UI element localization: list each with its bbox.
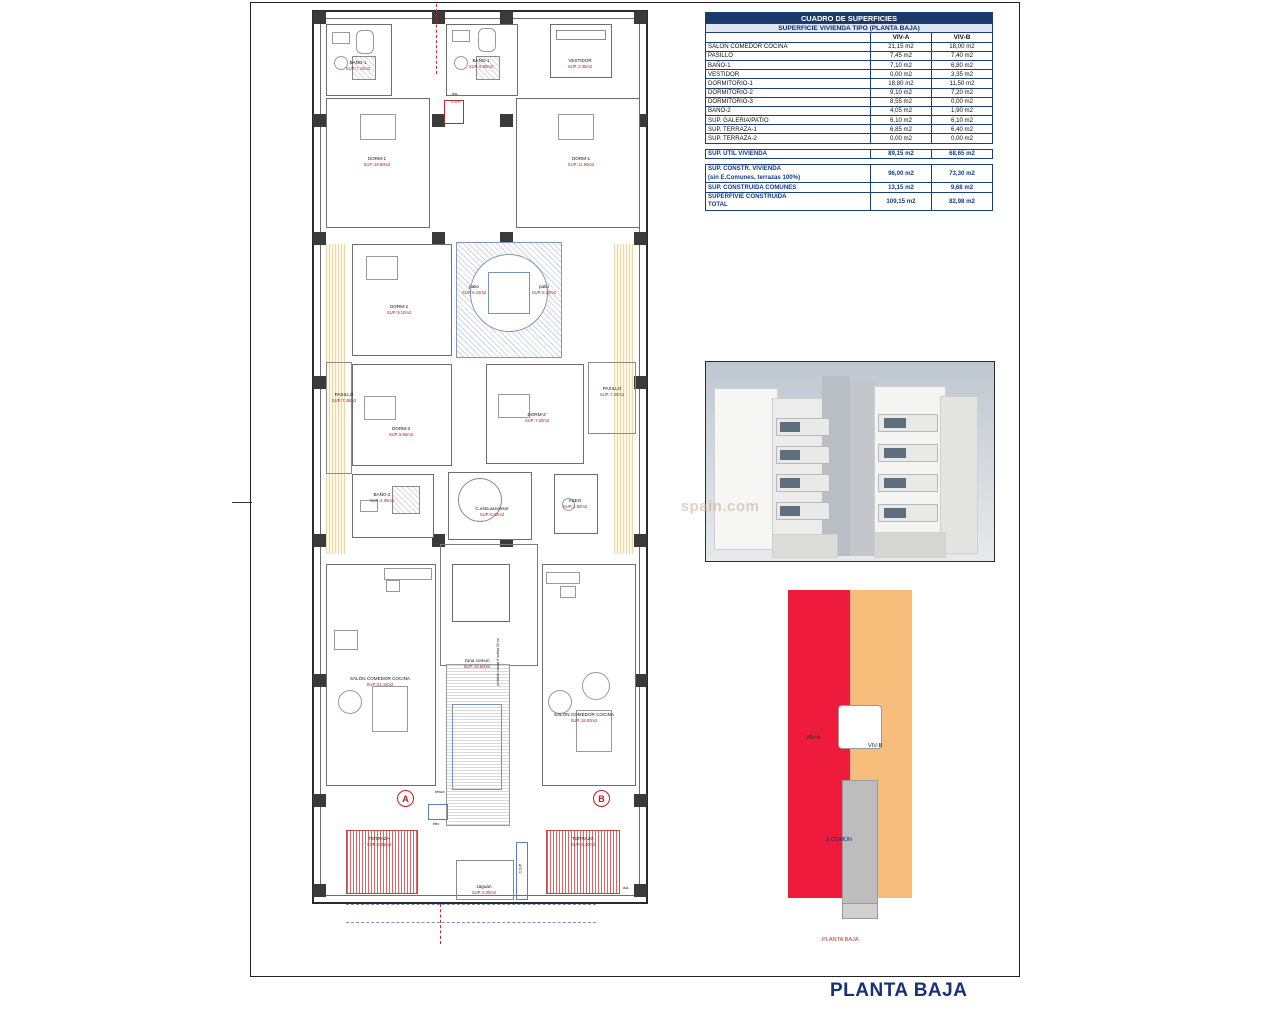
wall-exterior-right — [646, 10, 648, 904]
exterior-axis — [440, 904, 441, 944]
room-pasillo-b — [588, 362, 636, 434]
table-title: CUADRO DE SUPERFICIES — [706, 13, 993, 24]
cell-name: SUP. GALERIA/PATIO — [706, 116, 871, 125]
label-terraza-b: TERRAZA SUP.:6.40m2 — [570, 836, 596, 847]
render-window — [884, 508, 906, 518]
cell-a: 6,85 m2 — [871, 125, 932, 134]
column — [500, 114, 513, 127]
sheet-left-tick — [232, 502, 252, 503]
column — [313, 376, 326, 389]
column — [634, 11, 647, 24]
cell-b: 82,98 m2 — [932, 192, 993, 211]
label-duct-bottom: duc. — [622, 886, 630, 890]
label-dorm-2-prime: DORM-2' SUP.:7.20m2 — [524, 412, 550, 423]
table-row — [706, 97, 993, 106]
fixture-sink — [452, 30, 470, 42]
cell-a: 8,55 m2 — [871, 97, 932, 106]
label-s-cont: s.cont. — [450, 100, 462, 104]
wall-exterior-left — [312, 10, 314, 904]
cell-name: SUP. UTIL VIVIENDA — [706, 149, 871, 158]
column — [313, 11, 326, 24]
kitchen-counter-b — [546, 572, 580, 584]
render-ground-floor — [772, 534, 838, 558]
label-dorm-1-b: DORM-1 SUP.:11.50m2 — [567, 156, 595, 167]
render-window — [884, 418, 906, 428]
render-building-side — [940, 396, 978, 554]
column — [313, 884, 326, 897]
sheet-footer-title: PLANTA BAJA — [830, 980, 968, 1001]
surfaces-table — [705, 12, 993, 211]
kitchen-counter-a — [384, 568, 432, 580]
cell-b: 11,50 m2 — [932, 79, 993, 88]
furniture-round-table-a — [338, 690, 362, 714]
cell-a: 6,10 m2 — [871, 116, 932, 125]
table-row — [706, 106, 993, 115]
label-salon-a: SALÓN COMEDOR COCINA SUP.:21.15m2 — [350, 676, 410, 687]
table-row — [706, 88, 993, 97]
render-neighbour — [850, 380, 876, 556]
unit-marker-a: A — [397, 790, 414, 807]
table-row-total — [706, 149, 993, 158]
col-head-blank — [706, 33, 871, 42]
furniture-dining-b — [582, 672, 610, 700]
cell-name: PASILLO — [706, 51, 871, 60]
label-telsco: telsco — [435, 790, 445, 794]
render-building-mass — [714, 388, 778, 550]
cell-a: 4,05 m2 — [871, 106, 932, 115]
exterior-line-2 — [346, 922, 596, 923]
furniture-bed — [366, 256, 398, 280]
label-bano-1-b: BAÑO-1 SUP.:6.80m2 — [468, 58, 494, 69]
axis-top — [436, 4, 437, 74]
table-subtitle: SUPERFICIE VIVIENDA TIPO (PLANTA BAJA) — [706, 24, 993, 33]
fixture-bathtub — [478, 28, 496, 52]
column — [432, 11, 445, 24]
table-row — [706, 70, 993, 79]
key-plan-unit-b-top — [868, 590, 912, 622]
label-zona-comun: zona comun SUP.:15.60m2 — [463, 658, 491, 669]
furniture-bed — [360, 114, 396, 140]
stair-flight — [452, 704, 502, 790]
cell-name-line2: (sin E.Comunes, terrazas 100%) — [708, 173, 801, 181]
label-duct-top: duc. — [451, 92, 459, 96]
table-row — [706, 51, 993, 60]
cell-b: 6,80 m2 — [932, 60, 993, 69]
column — [500, 11, 513, 24]
key-plan — [786, 585, 918, 943]
cell-b: 0,00 m2 — [932, 134, 993, 143]
wall-inner-left — [320, 18, 321, 896]
table-header-row — [706, 33, 993, 42]
render-building-facade — [874, 386, 946, 554]
render-window — [884, 478, 906, 488]
render-left — [706, 362, 850, 561]
render-window — [780, 478, 800, 488]
column — [313, 794, 326, 807]
key-plan-label-comun: Z.COMÚN — [826, 837, 853, 843]
cell-a: 7,10 m2 — [871, 60, 932, 69]
cell-a: 89,15 m2 — [871, 149, 932, 158]
surfaces-table-totals — [705, 164, 993, 211]
fixture-bathtub — [356, 30, 374, 54]
cell-name: SUP. CONSTRUIDA COMUNES — [706, 183, 871, 192]
cell-a: 109,15 m2 — [871, 192, 932, 211]
cell-a: 0,00 m2 — [871, 134, 932, 143]
kitchen-hob-b — [560, 586, 576, 598]
label-escalera-ascensor: C.esta.ascensor SUP.:6.00m2 — [475, 506, 509, 517]
unit-marker-b: B — [593, 790, 610, 807]
label-patio-a: patio SUP.:6.10m2 — [461, 284, 487, 295]
elevator-shaft — [452, 564, 510, 622]
table-row — [706, 125, 993, 134]
cell-name: BAÑO-1 — [706, 60, 871, 69]
column — [634, 534, 647, 547]
cell-b: 3,35 m2 — [932, 70, 993, 79]
cell-b: 7,40 m2 — [932, 51, 993, 60]
cell-name: DORMITORIO-3 — [706, 97, 871, 106]
cell-b: 0,00 m2 — [932, 97, 993, 106]
cell-a: 18,80 m2 — [871, 79, 932, 88]
cell-a: 7,45 m2 — [871, 51, 932, 60]
building-renders — [705, 361, 995, 562]
patio-inner-square — [488, 272, 530, 314]
cell-name-line1: SUP. CONSTR. VIVIENDA — [708, 165, 782, 173]
furniture-sofa-a — [372, 686, 408, 732]
room-pasillo-a — [326, 362, 352, 474]
label-pasillo-a: PASILLO SUP.:7.45m2 — [331, 392, 357, 403]
column — [313, 114, 326, 127]
cell-b: 6,10 m2 — [932, 116, 993, 125]
column — [313, 674, 326, 687]
column — [313, 232, 326, 245]
label-zaguan: zaguán SUP.:3.00m2 — [471, 884, 497, 895]
cell-b: 18,00 m2 — [932, 42, 993, 51]
table-row-total — [706, 192, 993, 211]
column — [634, 794, 647, 807]
render-window — [884, 448, 906, 458]
label-aseo: ASEO SUP.:1.92m2 — [562, 498, 588, 509]
furniture-bed — [558, 114, 594, 140]
cell-name-line2: TOTAL — [708, 201, 728, 209]
render-neighbour — [822, 376, 850, 556]
wall-exterior-top — [312, 10, 648, 12]
table-row-total — [706, 183, 993, 192]
label-bano-1-a: BAÑO-1 SUP.:7.10m2 — [345, 60, 371, 71]
label-stair-note: prohibido instalar 8 huellas 32 cm — [496, 638, 500, 686]
cell-name: BAÑO-2 — [706, 106, 871, 115]
key-plan-caption: PLANTA BAJA — [822, 937, 859, 943]
table-row — [706, 116, 993, 125]
room-salon-comedor-cocina-a — [326, 564, 436, 786]
label-patio-b: patio SUP.:6.10m2 — [531, 284, 557, 295]
table-row — [706, 134, 993, 143]
label-cgp: C.G.P. — [518, 863, 523, 874]
cell-name: DORMITORIO-1 — [706, 79, 871, 88]
fixture-sink — [332, 32, 350, 44]
cell-name: SALON COMEDOR COCINA — [706, 42, 871, 51]
label-dorm-1-a: DORM-1 SUP.:18.80m2 — [363, 156, 391, 167]
label-elec: elec — [432, 822, 440, 826]
label-terraza-a: TERRAZA SUP.:6.85m2 — [366, 836, 392, 847]
cell-b: 7,20 m2 — [932, 88, 993, 97]
cell-b: 73,30 m2 — [932, 164, 993, 183]
label-pasillo-b: PASILLO SUP.:7.40m2 — [599, 386, 625, 397]
elec-box — [428, 804, 448, 820]
furniture-bed — [364, 396, 396, 420]
label-dorm-2: DORM-2 SUP.:9.10m2 — [386, 304, 412, 315]
col-head-viv-a: VIV-A — [871, 33, 932, 42]
cell-a: 21,15 m2 — [871, 42, 932, 51]
cell-a: 13,15 m2 — [871, 183, 932, 192]
render-right — [850, 362, 994, 561]
cell-b: 9,68 m2 — [932, 183, 993, 192]
cell-name: DORMITORIO-2 — [706, 88, 871, 97]
col-head-viv-b: VIV-B — [932, 33, 993, 42]
cell-name-line1: SUPERFIVIE CONSTRUIDA — [708, 193, 787, 201]
cell-name: SUP. TERRAZA-2 — [706, 134, 871, 143]
render-ground-floor — [874, 532, 946, 558]
wall-inner-top — [320, 18, 640, 19]
key-plan-common — [842, 780, 878, 907]
cell-a: 96,00 m2 — [871, 164, 932, 183]
cell-a: 0,00 m2 — [871, 70, 932, 79]
label-dorm-3: DORM-3 SUP.:8.55m2 — [388, 426, 414, 437]
cell-name: VESTIDOR — [706, 70, 871, 79]
furniture-round-table-b — [548, 690, 572, 714]
table-row — [706, 42, 993, 51]
key-plan-label-b: VIV-B — [868, 743, 883, 749]
exterior-line-1 — [346, 904, 596, 905]
table-row — [706, 79, 993, 88]
cell-b: 6,40 m2 — [932, 125, 993, 134]
column — [313, 534, 326, 547]
table-row-total — [706, 164, 993, 183]
cell-name: SUP. TERRAZA-1 — [706, 125, 871, 134]
cell-b: 68,65 m2 — [932, 149, 993, 158]
label-salon-b: SALON COMEDOR COCINA SUP.:18.00m2 — [554, 712, 614, 723]
furniture-table-a — [334, 630, 358, 650]
floor-plan-drawing — [300, 4, 660, 954]
key-plan-label-a: VIV-A — [806, 735, 821, 741]
table-row — [706, 60, 993, 69]
render-window — [780, 450, 800, 460]
column — [634, 232, 647, 245]
label-vestidor: VESTIDOR SUP.:3.35m2 — [567, 58, 593, 69]
kitchen-hob-a — [386, 580, 400, 592]
key-plan-entrance — [842, 903, 878, 919]
cell-a: 9,10 m2 — [871, 88, 932, 97]
cell-b: 1,90 m2 — [932, 106, 993, 115]
closet-shelf — [556, 30, 606, 40]
render-window — [780, 422, 800, 432]
label-bano-2: BAÑO-2 SUP.:4.05m2 — [369, 492, 395, 503]
surfaces-table-util — [705, 149, 993, 159]
surfaces-table-main — [705, 12, 993, 144]
watermark-text: spain.com — [680, 498, 760, 515]
